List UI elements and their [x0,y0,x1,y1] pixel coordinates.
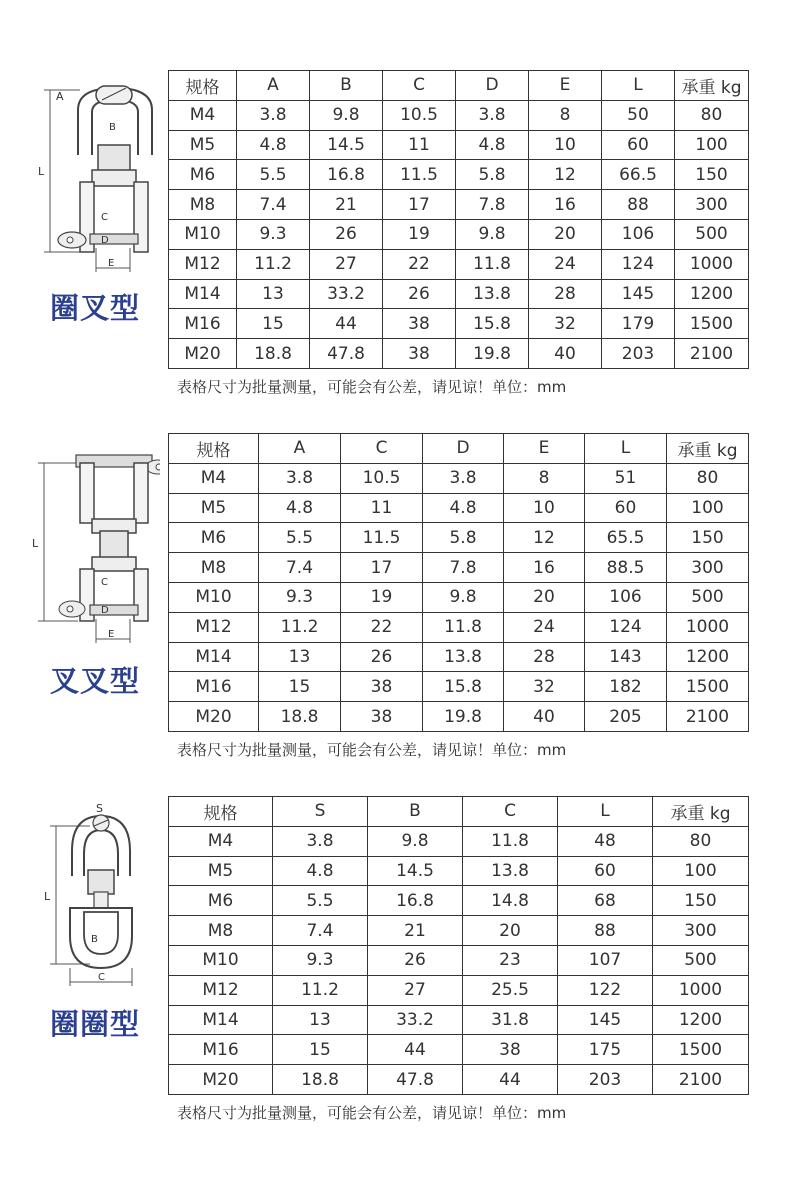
dim-label-b: B [91,934,98,945]
table-cell: 100 [675,130,749,160]
table-cell: 205 [585,702,667,732]
table-cell: 65.5 [585,523,667,553]
type-label: 叉叉型 [50,664,141,698]
table-cell: 19.8 [423,702,504,732]
table-cell: 7.4 [259,553,341,583]
spec-size-cell: M20 [169,1065,273,1095]
table-cell: 7.4 [273,916,368,946]
table-cell: 500 [653,945,749,975]
table-cell: 150 [653,886,749,916]
table-cell: 5.5 [237,160,310,190]
table-cell: 51 [585,463,667,493]
table-row [169,100,749,130]
table-cell: 124 [602,249,675,279]
table-row [169,642,749,672]
dim-label-d: D [101,235,109,246]
table-cell: 2100 [675,339,749,369]
table-row [169,975,749,1005]
table-cell: 9.8 [368,826,463,856]
spec-size-cell: M5 [169,856,273,886]
table-cell: 8 [529,100,602,130]
table-cell: 7.8 [423,553,504,583]
table-row [169,582,749,612]
table-cell: 9.3 [237,219,310,249]
table-cell: 31.8 [463,1005,558,1035]
table-cell: 26 [368,945,463,975]
table-cell: 47.8 [310,339,383,369]
table-cell: 88 [602,190,675,220]
table-cell: 1000 [675,249,749,279]
table-row [169,1065,749,1095]
column-header: S [273,797,368,827]
dim-label-e: E [108,629,115,640]
table-row [169,160,749,190]
column-header: 规格 [169,797,273,827]
table-cell: 66.5 [602,160,675,190]
table-cell: 27 [368,975,463,1005]
table-cell: 4.8 [259,493,341,523]
table-cell: 150 [675,160,749,190]
table-cell: 17 [341,553,423,583]
table-cell: 88.5 [585,553,667,583]
table-cell: 4.8 [456,130,529,160]
spec-size-cell: M20 [169,339,237,369]
table-cell: 2100 [667,702,749,732]
table-cell: 60 [558,856,653,886]
table-cell: 40 [529,339,602,369]
table-cell: 4.8 [423,493,504,523]
table-cell: 1000 [667,612,749,642]
dim-label-s: S [96,802,103,815]
table-cell: 38 [463,1035,558,1065]
table-cell: 18.8 [273,1065,368,1095]
table-cell: 22 [383,249,456,279]
spec-table-body [169,71,749,369]
spec-table-body [169,797,749,1095]
table-cell: 19 [341,582,423,612]
table-row [169,856,749,886]
table-cell: 40 [504,702,585,732]
table-cell: 300 [667,553,749,583]
spec-size-cell: M6 [169,886,273,916]
table-cell: 1500 [653,1035,749,1065]
spec-size-cell: M4 [169,463,259,493]
table-cell: 3.8 [237,100,310,130]
table-row [169,279,749,309]
swivel-eye-eye-diagram [30,796,160,1096]
table-cell: 13.8 [456,279,529,309]
table-cell: 28 [504,642,585,672]
table-cell: 24 [529,249,602,279]
table-cell: 15.8 [423,672,504,702]
table-cell: 100 [653,856,749,886]
table-cell: 19.8 [456,339,529,369]
table-cell: 21 [310,190,383,220]
table-cell: 500 [667,582,749,612]
table-cell: 1200 [675,279,749,309]
table-cell: 20 [463,916,558,946]
table-cell: 203 [602,339,675,369]
dim-label-b: B [109,122,116,133]
table-cell: 1200 [653,1005,749,1035]
dim-label-c: C [101,577,108,588]
table-cell: 11.2 [259,612,341,642]
table-row [169,1005,749,1035]
spec-size-cell: M16 [169,672,259,702]
spec-size-cell: M12 [169,249,237,279]
column-header: 承重 kg [675,71,749,101]
table-cell: 14.5 [310,130,383,160]
spec-size-cell: M5 [169,493,259,523]
table-cell: 7.8 [456,190,529,220]
table-cell: 122 [558,975,653,1005]
spec-size-cell: M16 [169,1035,273,1065]
table-cell: 124 [585,612,667,642]
table-cell: 3.8 [423,463,504,493]
table-cell: 1000 [653,975,749,1005]
table-cell: 26 [341,642,423,672]
type-label: 圈圈型 [50,1007,141,1041]
spec-size-cell: M4 [169,100,237,130]
table-cell: 11.2 [273,975,368,1005]
table-cell: 47.8 [368,1065,463,1095]
table-cell: 100 [667,493,749,523]
table-cell: 18.8 [259,702,341,732]
table-cell: 182 [585,672,667,702]
column-header: L [602,71,675,101]
table-cell: 5.5 [273,886,368,916]
dim-label-l: L [44,890,51,903]
spec-size-cell: M6 [169,160,237,190]
table-row [169,523,749,553]
table-cell: 11.2 [237,249,310,279]
table-cell: 44 [463,1065,558,1095]
spec-size-cell: M8 [169,553,259,583]
table-row [169,702,749,732]
measurement-note: 表格尺寸为批量测量，可能会有公差，请见谅！单位：mm [177,741,567,759]
table-cell: 23 [463,945,558,975]
spec-size-cell: M12 [169,975,273,1005]
table-cell: 13.8 [423,642,504,672]
column-header: 承重 kg [667,434,749,464]
spec-size-cell: M10 [169,945,273,975]
table-cell: 16 [504,553,585,583]
table-cell: 11 [383,130,456,160]
spec-size-cell: M5 [169,130,237,160]
table-cell: 300 [653,916,749,946]
spec-size-cell: M10 [169,582,259,612]
table-cell: 19 [383,219,456,249]
table-cell: 9.8 [423,582,504,612]
table-cell: 145 [558,1005,653,1035]
spec-size-cell: M16 [169,309,237,339]
table-cell: 9.3 [273,945,368,975]
column-header: B [368,797,463,827]
table-row [169,945,749,975]
table-cell: 203 [558,1065,653,1095]
table-cell: 44 [368,1035,463,1065]
table-cell: 11.5 [341,523,423,553]
table-cell: 15 [273,1035,368,1065]
table-cell: 80 [653,826,749,856]
table-cell: 5.8 [456,160,529,190]
table-cell: 28 [529,279,602,309]
column-header: C [463,797,558,827]
spec-size-cell: M20 [169,702,259,732]
table-cell: 33.2 [310,279,383,309]
dim-label-l: L [32,537,39,550]
table-cell: 50 [602,100,675,130]
type-label: 圈叉型 [50,291,141,325]
table-cell: 11.8 [456,249,529,279]
table-cell: 18.8 [237,339,310,369]
table-cell: 48 [558,826,653,856]
table-cell: 38 [341,702,423,732]
table-row [169,612,749,642]
table-cell: 143 [585,642,667,672]
column-header: 规格 [169,71,237,101]
table-cell: 16.8 [368,886,463,916]
table-row [169,219,749,249]
spec-size-cell: M6 [169,523,259,553]
table-cell: 4.8 [237,130,310,160]
table-cell: 27 [310,249,383,279]
table-cell: 10 [504,493,585,523]
table-cell: 17 [383,190,456,220]
column-header: 规格 [169,434,259,464]
table-cell: 8 [504,463,585,493]
table-cell: 20 [529,219,602,249]
table-cell: 10.5 [341,463,423,493]
table-cell: 1500 [675,309,749,339]
column-header: A [259,434,341,464]
table-cell: 13.8 [463,856,558,886]
table-cell: 175 [558,1035,653,1065]
table-cell: 13 [259,642,341,672]
table-cell: 24 [504,612,585,642]
table-cell: 80 [667,463,749,493]
table-cell: 5.8 [423,523,504,553]
spec-table [168,796,749,1095]
table-cell: 88 [558,916,653,946]
spec-size-cell: M10 [169,219,237,249]
table-cell: 106 [585,582,667,612]
table-cell: 4.8 [273,856,368,886]
column-header: D [456,71,529,101]
table-cell: 25.5 [463,975,558,1005]
table-cell: 107 [558,945,653,975]
column-header: E [529,71,602,101]
measurement-note: 表格尺寸为批量测量，可能会有公差，请见谅！单位：mm [177,1104,567,1122]
table-row [169,553,749,583]
table-cell: 16.8 [310,160,383,190]
table-cell: 9.8 [310,100,383,130]
table-cell: 60 [602,130,675,160]
table-cell: 11.8 [463,826,558,856]
table-row [169,339,749,369]
table-cell: 60 [585,493,667,523]
table-row [169,493,749,523]
spec-size-cell: M14 [169,642,259,672]
table-cell: 1500 [667,672,749,702]
table-cell: 26 [383,279,456,309]
table-cell: 1200 [667,642,749,672]
table-cell: 16 [529,190,602,220]
measurement-note: 表格尺寸为批量测量，可能会有公差，请见谅！单位：mm [177,378,567,396]
table-cell: 38 [383,339,456,369]
table-row [169,130,749,160]
table-cell: 3.8 [456,100,529,130]
table-cell: 13 [237,279,310,309]
table-header-row [169,71,749,101]
spec-table-body [169,434,749,732]
dim-label-l: L [38,165,45,178]
table-cell: 3.8 [273,826,368,856]
table-cell: 300 [675,190,749,220]
table-cell: 26 [310,219,383,249]
spec-size-cell: M8 [169,916,273,946]
table-cell: 15 [237,309,310,339]
table-cell: 10 [529,130,602,160]
spec-size-cell: M12 [169,612,259,642]
spec-table [168,70,749,369]
dim-label-a: A [56,90,64,103]
table-cell: 9.3 [259,582,341,612]
spec-table [168,433,749,732]
column-header: C [341,434,423,464]
table-header-row [169,797,749,827]
table-row [169,886,749,916]
table-cell: 145 [602,279,675,309]
table-cell: 3.8 [259,463,341,493]
table-cell: 7.4 [237,190,310,220]
table-header-row [169,434,749,464]
table-cell: 80 [675,100,749,130]
table-cell: 11 [341,493,423,523]
table-cell: 500 [675,219,749,249]
column-header: D [423,434,504,464]
table-cell: 38 [341,672,423,702]
table-cell: 21 [368,916,463,946]
table-cell: 68 [558,886,653,916]
table-cell: 15.8 [456,309,529,339]
table-row [169,1035,749,1065]
table-row [169,672,749,702]
column-header: C [383,71,456,101]
table-cell: 14.5 [368,856,463,886]
table-cell: 22 [341,612,423,642]
dim-label-d: D [101,605,109,616]
table-cell: 14.8 [463,886,558,916]
table-cell: 106 [602,219,675,249]
dim-label-e: E [108,258,115,269]
spec-size-cell: M14 [169,279,237,309]
table-cell: 10.5 [383,100,456,130]
dim-label-c: C [101,212,108,223]
table-cell: 33.2 [368,1005,463,1035]
table-cell: 11.5 [383,160,456,190]
table-cell: 179 [602,309,675,339]
spec-size-cell: M4 [169,826,273,856]
column-header: L [585,434,667,464]
dim-label-c: C [98,972,105,983]
table-row [169,309,749,339]
column-header: A [237,71,310,101]
table-cell: 32 [529,309,602,339]
column-header: L [558,797,653,827]
table-cell: 5.5 [259,523,341,553]
table-row [169,249,749,279]
spec-size-cell: M8 [169,190,237,220]
table-cell: 44 [310,309,383,339]
spec-size-cell: M14 [169,1005,273,1035]
column-header: E [504,434,585,464]
table-cell: 15 [259,672,341,702]
table-cell: 38 [383,309,456,339]
table-cell: 150 [667,523,749,553]
table-row [169,190,749,220]
column-header: 承重 kg [653,797,749,827]
table-cell: 20 [504,582,585,612]
table-row [169,826,749,856]
table-cell: 12 [529,160,602,190]
table-row [169,916,749,946]
table-cell: 32 [504,672,585,702]
table-row [169,463,749,493]
table-cell: 13 [273,1005,368,1035]
table-cell: 2100 [653,1065,749,1095]
table-cell: 12 [504,523,585,553]
table-cell: 11.8 [423,612,504,642]
table-cell: 9.8 [456,219,529,249]
column-header: B [310,71,383,101]
